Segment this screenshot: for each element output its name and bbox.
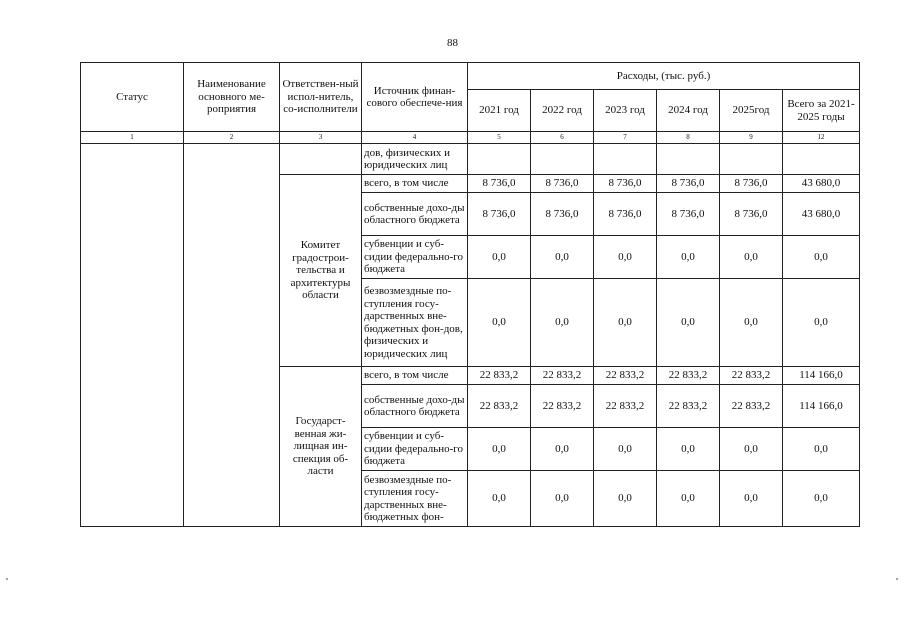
value-cell: 8 736,0 [720, 175, 783, 193]
column-index: 1 [81, 132, 184, 144]
value-cell: 22 833,2 [720, 367, 783, 385]
header-total: Всего за 2021-2025 годы [783, 90, 860, 132]
column-index: 3 [280, 132, 362, 144]
header-year: 2024 год [657, 90, 720, 132]
value-cell: 0,0 [720, 471, 783, 527]
column-index: 8 [657, 132, 720, 144]
value-cell: 8 736,0 [468, 175, 531, 193]
scan-speck [6, 578, 8, 580]
header-executor: Ответствен-ный испол-нитель, со-исполнители [280, 63, 362, 132]
value-cell: 114 166,0 [783, 367, 860, 385]
value-cell: 22 833,2 [720, 385, 783, 428]
source-cell: безвозмездные по-ступления госу-дарственных вне-бюджетных фон-дов, физических и юридических лиц [362, 279, 468, 367]
value-cell [783, 144, 860, 175]
value-cell: 8 736,0 [531, 193, 594, 236]
column-index: 7 [594, 132, 657, 144]
status-cell [81, 144, 184, 527]
source-cell: собственные дохо-ды областного бюджета [362, 193, 468, 236]
expenses-table [80, 62, 860, 527]
source-cell: всего, в том числе [362, 175, 468, 193]
name-cell [184, 144, 280, 527]
value-cell: 22 833,2 [468, 367, 531, 385]
value-cell: 8 736,0 [468, 193, 531, 236]
value-cell: 0,0 [783, 279, 860, 367]
value-cell: 0,0 [531, 471, 594, 527]
source-cell: безвозмездные по-ступления госу-дарственных вне-бюджетных фон- [362, 471, 468, 527]
header-year: 2023 год [594, 90, 657, 132]
value-cell: 0,0 [783, 428, 860, 471]
column-index: 2 [184, 132, 280, 144]
column-index: 6 [531, 132, 594, 144]
page-number: 88 [447, 37, 458, 49]
value-cell: 0,0 [720, 279, 783, 367]
value-cell: 0,0 [657, 279, 720, 367]
value-cell: 0,0 [531, 236, 594, 279]
column-index: 5 [468, 132, 531, 144]
executor-cell [280, 144, 362, 175]
source-cell: субвенции и суб-сидии федерально-го бюджета [362, 428, 468, 471]
value-cell: 43 680,0 [783, 175, 860, 193]
value-cell: 22 833,2 [531, 385, 594, 428]
source-cell: всего, в том числе [362, 367, 468, 385]
column-index: 4 [362, 132, 468, 144]
value-cell: 0,0 [783, 236, 860, 279]
value-cell: 22 833,2 [594, 367, 657, 385]
source-cell: субвенции и суб-сидии федерально-го бюджета [362, 236, 468, 279]
header-source: Источник финан-сового обеспече-ния [362, 63, 468, 132]
value-cell: 22 833,2 [657, 367, 720, 385]
value-cell: 0,0 [594, 428, 657, 471]
value-cell: 0,0 [468, 471, 531, 527]
value-cell: 22 833,2 [468, 385, 531, 428]
value-cell: 114 166,0 [783, 385, 860, 428]
value-cell: 0,0 [468, 279, 531, 367]
value-cell: 8 736,0 [720, 193, 783, 236]
header-year: 2025год [720, 90, 783, 132]
value-cell: 8 736,0 [657, 175, 720, 193]
value-cell [468, 144, 531, 175]
value-cell [594, 144, 657, 175]
source-cell: собственные дохо-ды областного бюджета [362, 385, 468, 428]
column-index-row [81, 132, 860, 144]
value-cell: 43 680,0 [783, 193, 860, 236]
value-cell: 0,0 [594, 471, 657, 527]
value-cell: 0,0 [468, 236, 531, 279]
value-cell: 22 833,2 [657, 385, 720, 428]
header-name: Наименование основного ме-роприятия [184, 63, 280, 132]
value-cell: 0,0 [594, 279, 657, 367]
value-cell: 0,0 [594, 236, 657, 279]
value-cell: 0,0 [657, 428, 720, 471]
value-cell: 0,0 [783, 471, 860, 527]
value-cell: 22 833,2 [594, 385, 657, 428]
value-cell: 0,0 [657, 236, 720, 279]
value-cell: 0,0 [720, 428, 783, 471]
value-cell [657, 144, 720, 175]
value-cell [720, 144, 783, 175]
source-cell: дов, физических и юридических лиц [362, 144, 468, 175]
header-year: 2022 год [531, 90, 594, 132]
value-cell: 8 736,0 [531, 175, 594, 193]
value-cell: 0,0 [720, 236, 783, 279]
header-year: 2021 год [468, 90, 531, 132]
value-cell: 8 736,0 [657, 193, 720, 236]
value-cell: 0,0 [657, 471, 720, 527]
header-row-1 [81, 63, 860, 90]
executor-cell: Комитет градострои-тельства и архитектуры области [280, 175, 362, 367]
value-cell: 8 736,0 [594, 175, 657, 193]
value-cell [531, 144, 594, 175]
header-expenses: Расходы, (тыс. руб.) [468, 63, 860, 90]
column-index: 9 [720, 132, 783, 144]
executor-cell: Государст-венная жи-лищная ин-спекция об-ласти [280, 367, 362, 527]
value-cell: 0,0 [531, 428, 594, 471]
value-cell: 8 736,0 [594, 193, 657, 236]
value-cell: 22 833,2 [531, 367, 594, 385]
column-index: 12 [783, 132, 860, 144]
value-cell: 0,0 [531, 279, 594, 367]
value-cell: 0,0 [468, 428, 531, 471]
header-status: Статус [81, 63, 184, 132]
scan-speck [896, 578, 898, 580]
table-row [81, 144, 860, 175]
